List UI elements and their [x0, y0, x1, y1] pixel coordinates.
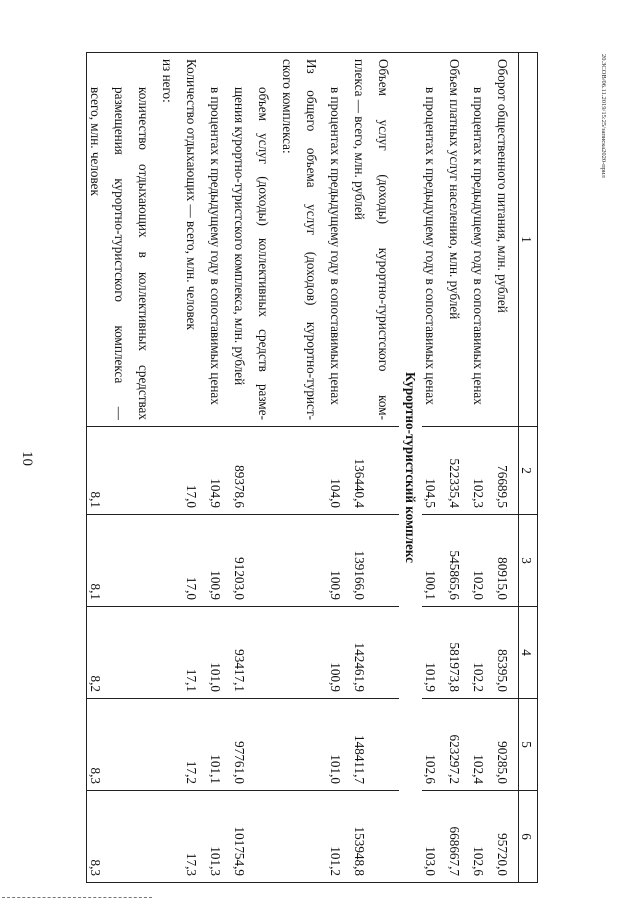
value-cell: [111, 515, 135, 607]
value-cell: 102,0: [470, 515, 494, 607]
value-cell: 148411,7: [351, 699, 375, 791]
table-row: [207, 53, 231, 883]
table-row: [303, 53, 327, 883]
value-cell: 104,0: [327, 427, 351, 515]
value-cell: 8,1: [86, 427, 111, 515]
value-cell: 90285,0: [494, 699, 519, 791]
footer-code: 20.ЗСОВ/06.11.2019/15:25/записка2020-прил: [600, 54, 607, 178]
value-cell: [255, 607, 279, 699]
value-cell: 8,3: [86, 699, 111, 791]
row-label: из него:: [159, 53, 183, 427]
forecast-table: [86, 52, 538, 883]
table-row: [135, 53, 159, 883]
value-cell: [375, 791, 399, 883]
value-cell: [135, 791, 159, 883]
value-cell: [375, 607, 399, 699]
table-row: [446, 53, 470, 883]
value-cell: 95720,0: [494, 791, 519, 883]
row-label: Объем услуг (доходы) курортно-туристского ком-: [375, 53, 399, 427]
table-row: [375, 53, 399, 883]
row-label: размещения курортно-туристского комплекса —: [111, 53, 135, 427]
table-row: [494, 53, 519, 883]
row-label: в процентах к предыдущему году в сопоставимых ценах: [470, 53, 494, 427]
value-cell: [135, 515, 159, 607]
value-cell: 623297,2: [446, 699, 470, 791]
table-row: [422, 53, 446, 883]
header-cell: 3: [519, 515, 538, 607]
value-cell: [255, 427, 279, 515]
value-cell: 142461,9: [351, 607, 375, 699]
value-cell: [111, 791, 135, 883]
row-label: Объем платных услуг населению, млн. рублей: [446, 53, 470, 427]
section-row: [399, 53, 422, 883]
header-row: [519, 53, 538, 883]
value-cell: 104,9: [207, 427, 231, 515]
row-label: в процентах к предыдущему году в сопоставимых ценах: [207, 53, 231, 427]
value-cell: 101,0: [207, 607, 231, 699]
table-row: [159, 53, 183, 883]
table-row: [86, 53, 111, 883]
value-cell: 103,0: [422, 791, 446, 883]
value-cell: 8,3: [86, 791, 111, 883]
value-cell: 85395,0: [494, 607, 519, 699]
value-cell: 101,9: [422, 607, 446, 699]
value-cell: 100,1: [422, 515, 446, 607]
value-cell: [159, 515, 183, 607]
value-cell: [111, 699, 135, 791]
value-cell: [135, 607, 159, 699]
value-cell: 8,2: [86, 607, 111, 699]
row-label: щения курортно-туристского комплекса, млн. рублей: [231, 53, 255, 427]
value-cell: [159, 607, 183, 699]
value-cell: 17,3: [183, 791, 207, 883]
value-cell: [255, 515, 279, 607]
value-cell: [303, 515, 327, 607]
value-cell: [279, 607, 303, 699]
row-label: ского комплекса:: [279, 53, 303, 427]
value-cell: [159, 427, 183, 515]
value-cell: [279, 427, 303, 515]
table-row: [351, 53, 375, 883]
value-cell: 102,2: [470, 607, 494, 699]
row-label: плекса — всего, млн. рублей: [351, 53, 375, 427]
header-cell: 4: [519, 607, 538, 699]
value-cell: 668667,7: [446, 791, 470, 883]
value-cell: 17,0: [183, 427, 207, 515]
value-cell: 101,2: [327, 791, 351, 883]
row-label: количество отдыхающих в коллективных средствах: [135, 53, 159, 427]
value-cell: 100,9: [327, 515, 351, 607]
table-row: [231, 53, 255, 883]
value-cell: 104,5: [422, 427, 446, 515]
value-cell: 80915,0: [494, 515, 519, 607]
row-label: в процентах к предыдущему году в сопоставимых ценах: [327, 53, 351, 427]
header-cell: 5: [519, 699, 538, 791]
table-row: [279, 53, 303, 883]
value-cell: [255, 791, 279, 883]
rotated-table-wrapper: [88, 52, 538, 882]
table-row: [111, 53, 135, 883]
value-cell: 97761,0: [231, 699, 255, 791]
table-row: [327, 53, 351, 883]
table-row: [255, 53, 279, 883]
value-cell: [303, 699, 327, 791]
value-cell: 581973,8: [446, 607, 470, 699]
table-row: [183, 53, 207, 883]
value-cell: 89378,6: [231, 427, 255, 515]
value-cell: [135, 427, 159, 515]
value-cell: [375, 699, 399, 791]
value-cell: [279, 515, 303, 607]
margin-dash-line: [2, 897, 152, 898]
value-cell: 153948,8: [351, 791, 375, 883]
value-cell: 100,9: [207, 515, 231, 607]
value-cell: [159, 791, 183, 883]
value-cell: 17,0: [183, 515, 207, 607]
value-cell: [303, 791, 327, 883]
header-cell: 1: [519, 53, 538, 427]
row-label: объем услуг (доходы) коллективных средств разме-: [255, 53, 279, 427]
value-cell: [111, 607, 135, 699]
row-label: Количество отдыхающих — всего, млн. человек: [183, 53, 207, 427]
value-cell: 102,6: [470, 791, 494, 883]
value-cell: 139166,0: [351, 515, 375, 607]
value-cell: 102,3: [470, 427, 494, 515]
value-cell: 101,1: [207, 699, 231, 791]
value-cell: 522335,4: [446, 427, 470, 515]
value-cell: [375, 515, 399, 607]
page-number: 10: [19, 451, 35, 466]
table-row: [470, 53, 494, 883]
row-label: Оборот общественного питания, млн. рублей: [494, 53, 519, 427]
value-cell: [303, 427, 327, 515]
value-cell: 17,2: [183, 699, 207, 791]
value-cell: 76689,5: [494, 427, 519, 515]
value-cell: [255, 699, 279, 791]
value-cell: [159, 699, 183, 791]
value-cell: 100,9: [327, 607, 351, 699]
header-cell: 2: [519, 427, 538, 515]
row-label: всего, млн. человек: [86, 53, 111, 427]
value-cell: 545865,6: [446, 515, 470, 607]
value-cell: [303, 607, 327, 699]
value-cell: 101754,9: [231, 791, 255, 883]
value-cell: 91203,0: [231, 515, 255, 607]
value-cell: [375, 427, 399, 515]
value-cell: 102,6: [422, 699, 446, 791]
value-cell: 101,0: [327, 699, 351, 791]
value-cell: 8,1: [86, 515, 111, 607]
value-cell: 101,3: [207, 791, 231, 883]
header-cell: 6: [519, 791, 538, 883]
value-cell: 17,1: [183, 607, 207, 699]
value-cell: [279, 791, 303, 883]
value-cell: [135, 699, 159, 791]
value-cell: 93417,1: [231, 607, 255, 699]
row-label: в процентах к предыдущему году в сопоставимых ценах: [422, 53, 446, 427]
value-cell: [111, 427, 135, 515]
section-title: Курортно-туристский комплекс: [399, 53, 422, 883]
value-cell: [279, 699, 303, 791]
value-cell: 102,4: [470, 699, 494, 791]
row-label: Из общего объема услуг (доходов) курортно-турист-: [303, 53, 327, 427]
value-cell: 136440,4: [351, 427, 375, 515]
